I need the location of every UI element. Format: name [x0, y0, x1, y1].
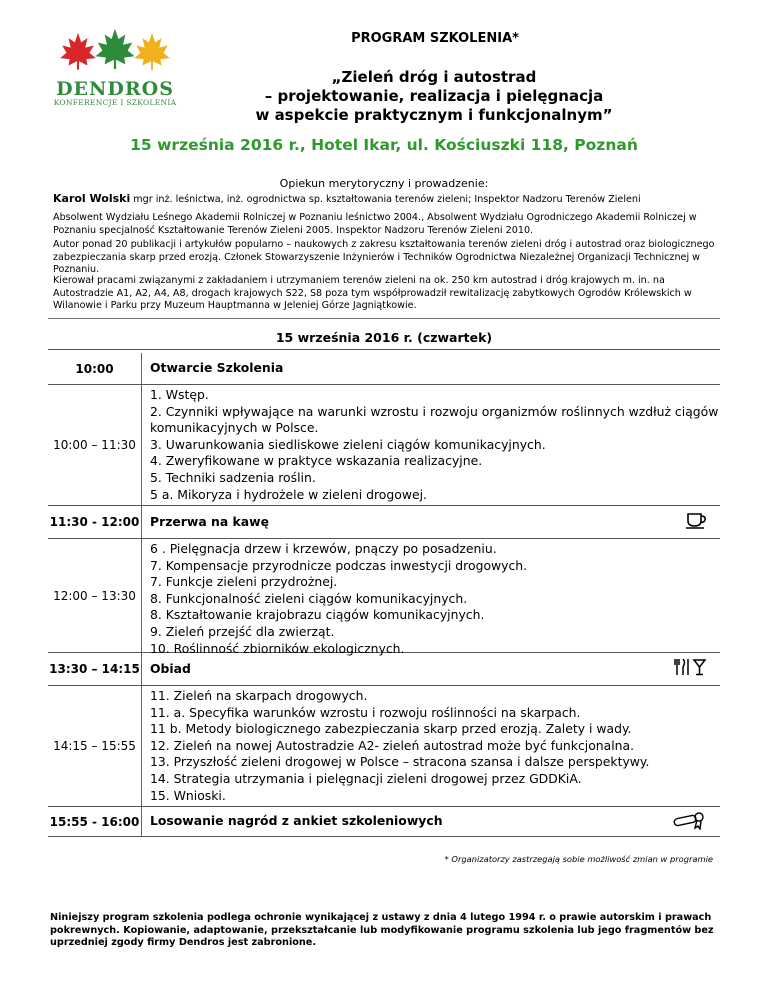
footnote: * Organizatorzy zastrzegają sobie możliwość zmian w programie: [444, 854, 713, 864]
title-line: – projektowanie, realizacja i pielęgnacja: [264, 87, 604, 105]
green-maple-leaf: [95, 29, 134, 69]
schedule-line: 6 . Pielęgnacja drzew i krzewów, pnączy po posadzeniu.: [150, 541, 497, 556]
title-line: w aspekcie praktycznym i funkcjonalnym”: [255, 106, 613, 124]
schedule-line: Przerwa na kawę: [150, 513, 269, 529]
dendros-logo: [50, 28, 180, 108]
schedule-row: [48, 506, 720, 539]
date-and-venue: 15 września 2016 r., Hotel Ikar, ul. Kościuszki 118, Poznań: [130, 136, 638, 154]
schedule-content: [150, 653, 720, 677]
schedule-line: 5. Techniki sadzenia roślin.: [150, 469, 316, 485]
schedule-line: 5 a. Mikoryza i hydrożele w zieleni drogowej.: [150, 486, 427, 502]
schedule-line: Losowanie nagród z ankiet szkoleniowych: [150, 813, 443, 828]
schedule-row: [48, 807, 720, 837]
schedule-line: 7. Funkcje zieleni przydrożnej.: [150, 574, 338, 590]
coffee-cup-icon: [686, 511, 708, 533]
schedule-line: 8. Funkcjonalność zieleni ciągów komunikacyjnych.: [150, 590, 468, 606]
schedule-line: 3. Uwarunkowania siedliskowe zieleni ciągów komunikacyjnych.: [150, 436, 546, 452]
schedule-content: [150, 385, 720, 503]
maple-leaves-icon: [50, 28, 180, 80]
schedule-line: 13. Przyszłość zieleni drogowej w Polsce – stracona szansa i dalsze perspektywy.: [150, 754, 650, 770]
schedule-line: 15. Wnioski.: [150, 787, 226, 803]
schedule-table: [48, 353, 720, 837]
schedule-time: 11:30 - 12:00: [48, 506, 142, 538]
schedule-line: 14. Strategia utrzymania i pielęgnacji zieleni drogowej przez GDDKiA.: [150, 770, 582, 786]
schedule-line: 2. Czynniki wpływające na warunki wzrostu i rozwoju organizmów roślinnych wzdłuż ciągów komunikacyjnych w Polsce.: [150, 403, 719, 436]
schedule-line: 11 b. Metody biologicznego zabezpieczania skarp przed erozją. Zalety i wady.: [150, 721, 632, 737]
training-title: [200, 68, 668, 125]
schedule-time: 14:15 – 15:55: [48, 686, 142, 806]
schedule-line: 8. Kształtowanie krajobrazu ciągów komunikacyjnych.: [150, 607, 485, 623]
logo-name: DENDROS: [56, 78, 174, 100]
schedule-line: 4. Zweryfikowane w praktyce wskazania realizacyjne.: [150, 453, 483, 469]
trainer-caption: Opiekun merytoryczny i prowadzenie:: [279, 177, 489, 190]
schedule-content: [150, 539, 720, 657]
schedule-row: [48, 686, 720, 807]
copyright-notice: Niniejszy program szkolenia podlega ochronie wynikającej z ustawy z dnia 4 lutego 1994 r. o prawie autorskim i prawach pokrewnych. Kopiowanie, adaptowanie, przekształcanie lub modyfikowanie programu szkolenia lub jego fragmentów bez uprzedniej zgody firmy Dendros jest zabronione.: [50, 912, 714, 948]
trainer-name: Karol Wolski: [53, 192, 131, 205]
schedule-line: 10. Roślinność zbiorników ekologicznych.: [150, 640, 405, 656]
divider: [48, 349, 720, 350]
schedule-line: 11. a. Specyfika warunków wzrostu i rozwoju roślinności na skarpach.: [150, 704, 581, 720]
logo-subtitle: KONFERENCJE I SZKOLENIA: [53, 98, 177, 107]
schedule-row: [48, 385, 720, 506]
schedule-line: 7. Kompensacje przyrodnicze podczas inwestycji drogowych.: [150, 557, 528, 573]
schedule-row: [48, 539, 720, 656]
schedule-row: [48, 653, 720, 686]
dining-icon: [674, 658, 708, 680]
trainer-experience-1: Autor ponad 20 publikacji i artykułów popularno – naukowych z zakresu kształtowania terenów zieleni dróg i autostrad oraz biologicznego zabezpieczania skarp przed erozją. Członek Stowarzyszenie Inżynierów i Techników Ogrodnictwa Niezależnej Organizacji Technicznej w Poznaniu.: [53, 239, 715, 275]
trainer-titles-text: mgr inż. leśnictwa, inż. ogrodnictwa sp. kształtowania terenów zieleni; Inspektor Nadzoru Terenów Zieleni: [130, 194, 641, 205]
schedule-line: Obiad: [150, 660, 191, 676]
schedule-line: 12. Zieleń na nowej Autostradzie A2- zieleń autostrad może być funkcjonalna.: [150, 737, 635, 753]
schedule-row: [48, 353, 720, 385]
schedule-line: 11. Zieleń na skarpach drogowych.: [150, 688, 368, 703]
schedule-line: 9. Zieleń przejść dla zwierząt.: [150, 623, 335, 639]
diploma-icon: [672, 810, 708, 834]
schedule-time: 15:55 - 16:00: [48, 807, 142, 836]
schedule-time: 10:00: [48, 353, 142, 384]
divider: [48, 318, 720, 319]
schedule-line: 1. Wstęp.: [150, 387, 209, 402]
schedule-content: [150, 353, 720, 377]
schedule-time: 10:00 – 11:30: [48, 385, 142, 505]
program-title: PROGRAM SZKOLENIA*: [351, 31, 519, 46]
red-maple-leaf: [60, 33, 96, 70]
schedule-content: [150, 686, 720, 804]
schedule-content: [150, 807, 720, 830]
trainer-experience-2: Kierował pracami związanymi z zakładaniem i utrzymaniem terenów zieleni na ok. 250 km autostrad i dróg krajowych m. in. na Autostradzie A1, A2, A4, A8, drogach krajowych S22, S8 poza tym współprowadził rewitalizację zabytkowych Ogrodów Królewskich w Wilanowie i Parku przy Muzeum Hauptmanna w Jeleniej Górze Jagniątkowie.: [53, 275, 692, 311]
yellow-maple-leaf: [134, 33, 170, 70]
trainer-titles: [53, 193, 723, 207]
schedule-content: [150, 506, 720, 530]
trainer-education: Absolwent Wydziału Leśnego Akademii Rolniczej w Poznaniu leśnictwo 2004., Absolwent Wydziału Ogrodniczego Akademii Rolniczej w Poznaniu specjalność Kształtowanie Terenów Zieleni 2005. Inspektor Nadzoru Terenów Zieleni 2010.: [53, 212, 697, 236]
title-line: „Zieleń dróg i autostrad: [331, 68, 537, 86]
schedule-time: 12:00 – 13:30: [48, 539, 142, 652]
schedule-line: Otwarcie Szkolenia: [150, 360, 284, 375]
day-title: 15 września 2016 r. (czwartek): [275, 330, 493, 345]
schedule-time: 13:30 – 14:15: [48, 653, 142, 685]
